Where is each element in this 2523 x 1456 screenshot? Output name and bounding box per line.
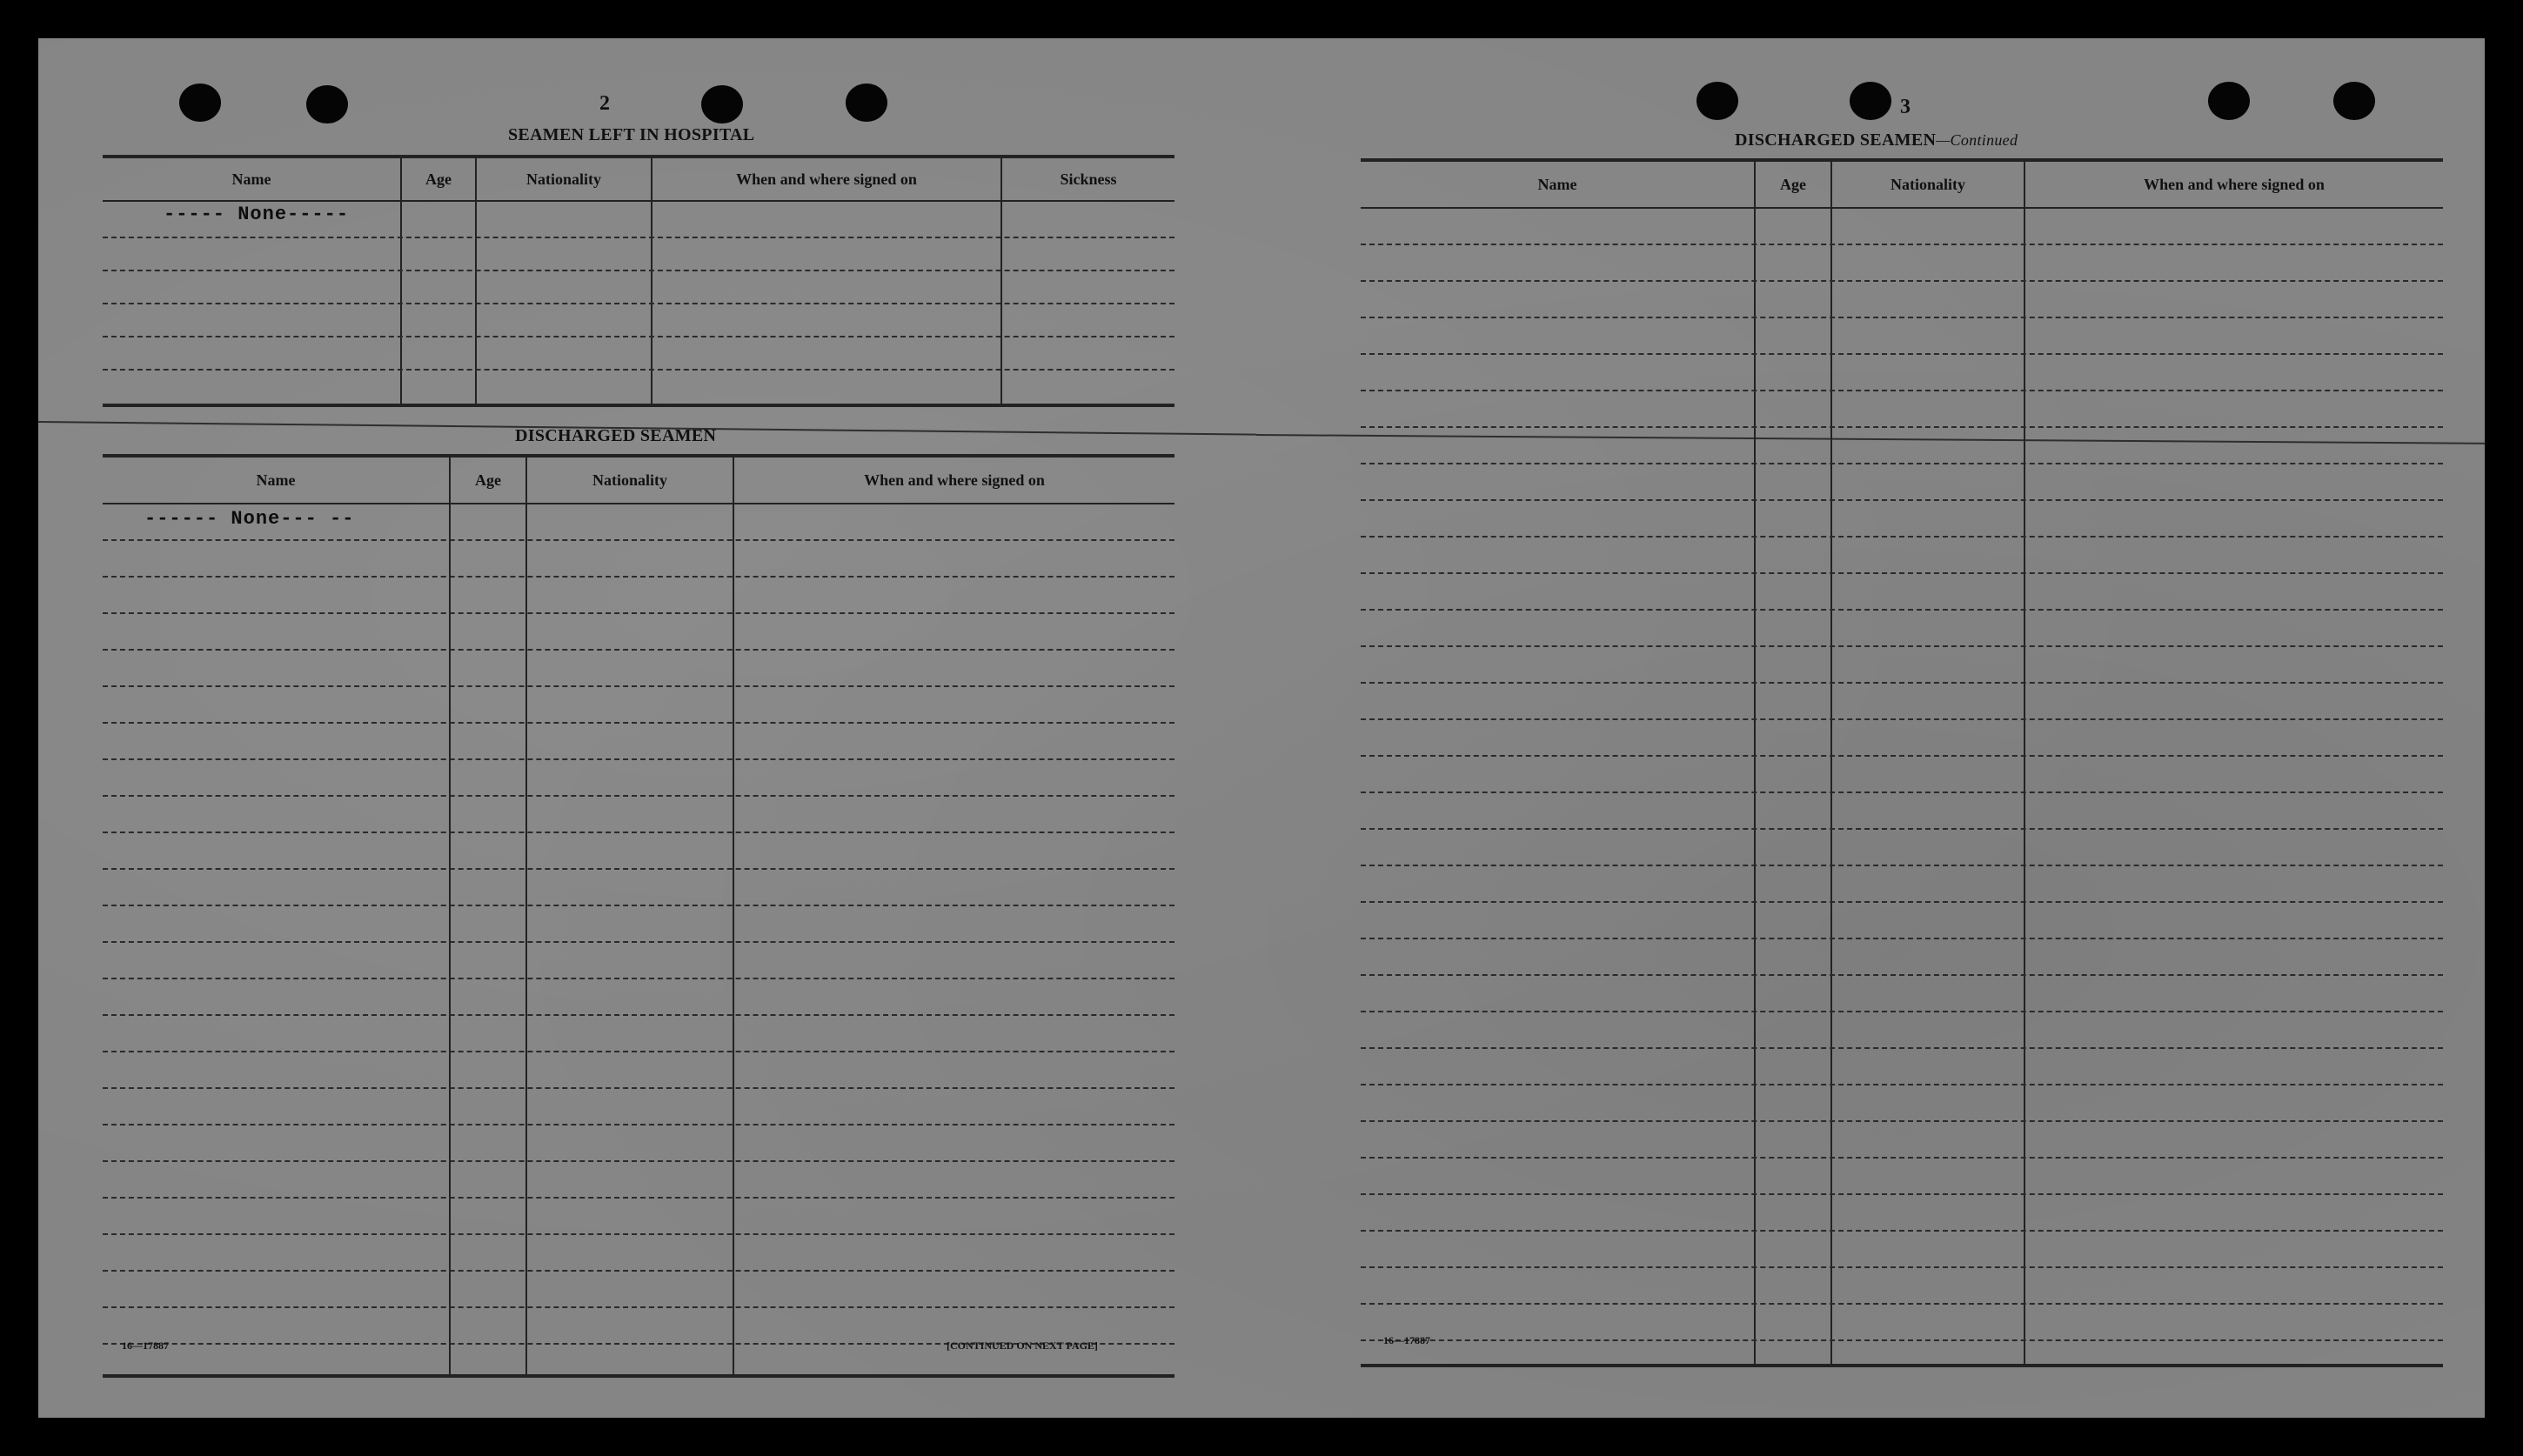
row-line bbox=[1361, 463, 2443, 464]
row-line bbox=[103, 1051, 1174, 1052]
row-line bbox=[1361, 1047, 2443, 1049]
punch-hole bbox=[701, 85, 743, 124]
column-header: When and where signed on bbox=[2144, 175, 2325, 193]
page-number-right: 3 bbox=[1900, 96, 1911, 118]
row-line bbox=[1361, 755, 2443, 757]
punch-hole bbox=[1850, 82, 1891, 120]
row-line bbox=[103, 722, 1174, 724]
row-line bbox=[1361, 317, 2443, 318]
form-sheet bbox=[38, 38, 2485, 1418]
punch-hole bbox=[179, 83, 221, 122]
row-line bbox=[1361, 682, 2443, 684]
form-number-left: 16—17887 bbox=[122, 1339, 169, 1352]
punch-hole bbox=[306, 85, 348, 124]
table-body bbox=[103, 202, 1174, 404]
table-body bbox=[103, 504, 1174, 1374]
row-line bbox=[1361, 390, 2443, 391]
column-header: Nationality bbox=[525, 170, 601, 188]
punch-hole bbox=[846, 83, 887, 122]
row-line bbox=[103, 270, 1174, 271]
row-line bbox=[103, 1306, 1174, 1308]
none-entry: ----- None----- bbox=[164, 204, 350, 225]
row-line bbox=[103, 1233, 1174, 1235]
table-header bbox=[103, 158, 1174, 202]
row-line bbox=[103, 1197, 1174, 1199]
row-line bbox=[1361, 1266, 2443, 1268]
column-header: Nationality bbox=[1890, 175, 1965, 193]
column-header: Age bbox=[425, 170, 452, 188]
continued-suffix: —Continued bbox=[1936, 131, 2018, 149]
column-header: Age bbox=[1780, 175, 1806, 193]
row-line bbox=[1361, 901, 2443, 903]
row-line bbox=[1361, 718, 2443, 720]
row-line bbox=[1361, 244, 2443, 245]
discharged-continued-table bbox=[1361, 158, 2443, 1367]
row-line bbox=[1361, 938, 2443, 939]
column-header: Name bbox=[1537, 175, 1577, 193]
row-line bbox=[103, 941, 1174, 943]
row-line bbox=[1361, 828, 2443, 830]
row-line bbox=[1361, 426, 2443, 428]
punch-hole bbox=[1696, 82, 1738, 120]
table-header bbox=[103, 458, 1174, 504]
row-line bbox=[103, 685, 1174, 687]
row-line bbox=[103, 978, 1174, 979]
row-line bbox=[103, 336, 1174, 337]
row-line bbox=[1361, 974, 2443, 976]
column-header: Age bbox=[475, 471, 501, 489]
punch-hole bbox=[2208, 82, 2250, 120]
row-line bbox=[1361, 865, 2443, 866]
row-line bbox=[103, 1124, 1174, 1125]
column-header: Sickness bbox=[1060, 170, 1117, 188]
column-header: When and where signed on bbox=[736, 170, 917, 188]
continued-note: [CONTINUED ON NEXT PAGE] bbox=[947, 1339, 1098, 1352]
column-header: When and where signed on bbox=[864, 471, 1045, 489]
table-header bbox=[1361, 162, 2443, 209]
row-line bbox=[1361, 1120, 2443, 1122]
page-number-left: 2 bbox=[599, 92, 610, 115]
row-line bbox=[103, 303, 1174, 304]
row-line bbox=[1361, 609, 2443, 611]
row-line bbox=[103, 1014, 1174, 1016]
form-number-right: 16—17887 bbox=[1383, 1334, 1430, 1346]
row-line bbox=[103, 649, 1174, 651]
column-header: Name bbox=[256, 471, 296, 489]
row-line bbox=[1361, 1011, 2443, 1012]
row-line bbox=[1361, 1339, 2443, 1341]
punch-hole bbox=[2333, 82, 2375, 120]
row-line bbox=[103, 1270, 1174, 1272]
column-header: Nationality bbox=[592, 471, 667, 489]
discharged-continued-title-text: DISCHARGED SEAMEN bbox=[1735, 130, 1937, 150]
row-line bbox=[103, 576, 1174, 578]
row-line bbox=[103, 832, 1174, 833]
row-line bbox=[103, 795, 1174, 797]
discharged-table-title: DISCHARGED SEAMEN bbox=[515, 426, 717, 445]
none-entry: ------ None--- -- bbox=[144, 508, 355, 530]
row-line bbox=[1361, 1230, 2443, 1232]
row-line bbox=[1361, 1157, 2443, 1159]
row-line bbox=[103, 1087, 1174, 1089]
row-line bbox=[1361, 1084, 2443, 1085]
row-line bbox=[103, 612, 1174, 614]
row-line bbox=[1361, 572, 2443, 574]
row-line bbox=[1361, 536, 2443, 538]
column-header: Name bbox=[231, 170, 271, 188]
row-line bbox=[1361, 353, 2443, 355]
table-body bbox=[1361, 209, 2443, 1364]
row-line bbox=[1361, 280, 2443, 282]
row-line bbox=[1361, 645, 2443, 647]
row-line bbox=[103, 237, 1174, 238]
row-line bbox=[1361, 1303, 2443, 1305]
hospital-table-title: SEAMEN LEFT IN HOSPITAL bbox=[508, 125, 755, 144]
row-line bbox=[1361, 499, 2443, 501]
row-line bbox=[103, 868, 1174, 870]
row-line bbox=[1361, 1193, 2443, 1195]
row-line bbox=[103, 369, 1174, 371]
row-line bbox=[1361, 791, 2443, 793]
row-line bbox=[103, 1160, 1174, 1162]
hospital-table bbox=[103, 155, 1174, 407]
row-line bbox=[103, 905, 1174, 906]
row-line bbox=[103, 539, 1174, 541]
discharged-table bbox=[103, 454, 1174, 1378]
discharged-continued-title bbox=[1735, 130, 2018, 150]
row-line bbox=[103, 758, 1174, 760]
